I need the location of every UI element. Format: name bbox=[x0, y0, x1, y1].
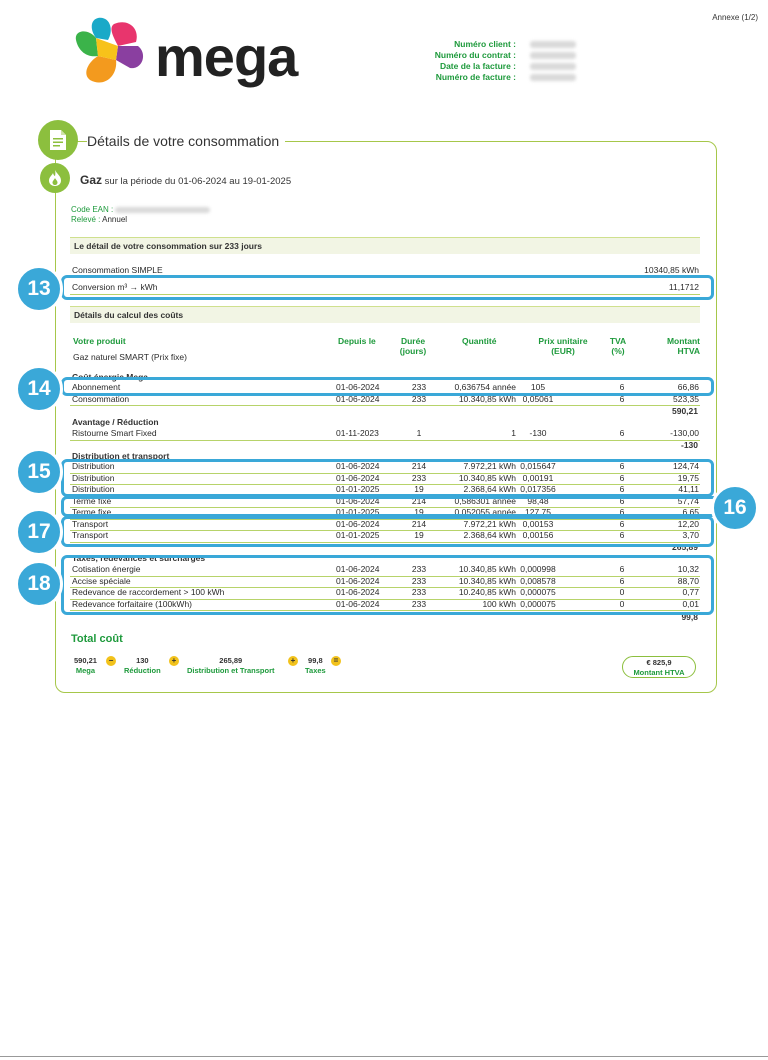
brand-name: mega bbox=[155, 25, 298, 88]
annotation-badge-13: 13 bbox=[15, 265, 63, 313]
row-label: Conversion m³ → kWh bbox=[72, 282, 158, 292]
ean-block bbox=[71, 205, 210, 225]
row-label: Transport bbox=[72, 530, 109, 540]
total-result bbox=[622, 656, 696, 678]
group-title: Avantage / Réduction bbox=[72, 417, 159, 427]
row-duration: 233 bbox=[411, 575, 427, 586]
invoice-meta-labels bbox=[400, 39, 516, 83]
costs-band: Détails du calcul des coûts bbox=[70, 306, 700, 323]
row-vat: 0 bbox=[619, 598, 625, 609]
row-value: 10340,85 kWh bbox=[644, 265, 699, 275]
row-label: Consommation SIMPLE bbox=[72, 265, 163, 275]
row-vat: 6 bbox=[619, 495, 625, 506]
total-item-label: Mega bbox=[75, 666, 96, 675]
row-since: 01-06-2024 bbox=[336, 461, 380, 471]
highlight-box-18 bbox=[61, 555, 714, 615]
highlight-box-16 bbox=[61, 496, 726, 517]
group-subtotal: -130 bbox=[680, 440, 698, 450]
annotation-badge-15: 15 bbox=[15, 448, 63, 496]
row-since: 01-06-2024 bbox=[336, 598, 380, 609]
row-duration: 233 bbox=[411, 382, 427, 392]
row-unit-price: 98,48 bbox=[527, 495, 549, 506]
row-amount: 12,20 bbox=[677, 518, 699, 529]
total-item-label: Distribution et Transport bbox=[187, 666, 275, 675]
row-quantity: 10.340,85 kWh bbox=[458, 393, 516, 404]
row-vat: 6 bbox=[619, 564, 625, 574]
document-icon bbox=[38, 120, 78, 160]
row-label: Consommation bbox=[72, 393, 130, 404]
col-product: Votre produit bbox=[73, 336, 126, 346]
row-unit-price: 0,05061 bbox=[522, 393, 554, 404]
row-since: 01-06-2024 bbox=[336, 393, 380, 404]
cost-row bbox=[70, 428, 700, 441]
row-quantity: 10.240,85 kWh bbox=[458, 587, 516, 597]
total-result-value: € 825,9 bbox=[646, 658, 672, 667]
highlight-box-13 bbox=[61, 275, 714, 300]
group-title: Distribution et transport bbox=[72, 451, 170, 461]
row-amount: 0,77 bbox=[682, 587, 699, 597]
row-unit-price: 0,000075 bbox=[520, 587, 556, 597]
total-item-value: 265,89 bbox=[219, 656, 243, 665]
row-label: Distribution bbox=[72, 461, 115, 471]
row-quantity: 10.340,85 kWh bbox=[458, 564, 516, 574]
row-label: Terme fixe bbox=[72, 495, 112, 506]
annotation-badge-14: 14 bbox=[15, 365, 63, 413]
row-duration: 233 bbox=[411, 598, 427, 609]
col-amount-line: Montant bbox=[666, 336, 700, 346]
row-since: 01-06-2024 bbox=[336, 564, 380, 574]
row-amount: 523,35 bbox=[673, 393, 699, 404]
highlight-box-14 bbox=[61, 377, 714, 396]
total-item-mega bbox=[74, 656, 97, 676]
col-unit-price-line: (EUR) bbox=[551, 345, 575, 356]
row-since: 01-06-2024 bbox=[336, 575, 380, 586]
col-vat-line: (%) bbox=[611, 345, 625, 356]
row-label: Distribution bbox=[72, 484, 115, 494]
consumption-band: Le détail de votre consommation sur 233 jours bbox=[70, 237, 700, 254]
flame-icon bbox=[40, 163, 70, 193]
row-vat: 6 bbox=[619, 575, 625, 586]
row-unit-price: 0,000075 bbox=[520, 598, 556, 609]
row-since: 01-06-2024 bbox=[336, 472, 380, 483]
equals-operator: = bbox=[331, 656, 341, 666]
row-vat: 6 bbox=[619, 507, 625, 517]
row-unit-price: 127,75 bbox=[525, 507, 551, 517]
row-vat: 6 bbox=[619, 518, 625, 529]
row-quantity: 7.972,21 kWh bbox=[463, 461, 516, 471]
gas-word: Gaz bbox=[80, 173, 103, 187]
row-unit-price: 0,017356 bbox=[520, 484, 556, 494]
col-since: Depuis le bbox=[338, 336, 376, 346]
row-vat: 6 bbox=[619, 530, 625, 540]
row-label: Redevance de raccordement > 100 kWh bbox=[72, 587, 225, 597]
group-title: Coût énergie Mega bbox=[72, 372, 149, 382]
row-since: 01-01-2025 bbox=[336, 484, 380, 494]
footer-divider bbox=[0, 1056, 768, 1057]
meta-label: Numéro du contrat : bbox=[434, 50, 516, 60]
row-label: Redevance forfaitaire (100kWh) bbox=[72, 598, 193, 609]
meta-label: Date de la facture : bbox=[439, 61, 516, 71]
annotation-badge-18: 18 bbox=[15, 560, 63, 608]
annotation-badge-17: 17 bbox=[15, 508, 63, 556]
col-duration bbox=[396, 337, 430, 356]
row-duration: 1 bbox=[416, 428, 422, 438]
col-vat-line: TVA bbox=[609, 336, 627, 346]
total-item-value: 99,8 bbox=[308, 656, 323, 665]
product-name: Gaz naturel SMART (Prix fixe) bbox=[73, 352, 187, 362]
row-vat: 0 bbox=[619, 587, 625, 597]
row-duration: 19 bbox=[414, 530, 424, 540]
row-duration: 233 bbox=[411, 564, 427, 574]
meta-label: Numéro client : bbox=[454, 39, 516, 49]
row-amount: 88,70 bbox=[677, 575, 699, 586]
ean-redacted bbox=[115, 207, 210, 213]
col-vat bbox=[606, 337, 630, 356]
total-item-taxes bbox=[305, 656, 326, 676]
row-since: 01-06-2024 bbox=[336, 495, 380, 506]
row-duration: 214 bbox=[411, 461, 427, 471]
group-title: Taxes, redevances et surcharges bbox=[72, 553, 206, 563]
row-duration: 233 bbox=[411, 393, 427, 404]
row-vat: 6 bbox=[619, 472, 625, 483]
row-quantity: 10.340,85 kWh bbox=[458, 575, 516, 586]
col-duration-line: (jours) bbox=[399, 345, 427, 356]
row-label: Abonnement bbox=[72, 382, 121, 392]
col-duration-line: Durée bbox=[400, 336, 426, 346]
row-amount: 124,74 bbox=[673, 461, 699, 471]
row-label: Ristourne Smart Fixed bbox=[72, 428, 157, 438]
annotation-badge-16: 16 bbox=[711, 484, 759, 532]
annexe-label: Annexe (1/2) bbox=[712, 13, 758, 22]
releve-label: Relevé : bbox=[71, 215, 101, 224]
row-since: 01-11-2023 bbox=[336, 428, 379, 438]
row-duration: 19 bbox=[414, 507, 424, 517]
row-since: 01-01-2025 bbox=[336, 507, 380, 517]
row-value: 11,1712 bbox=[668, 282, 699, 292]
row-vat: 6 bbox=[619, 484, 625, 494]
row-vat: 6 bbox=[619, 461, 625, 471]
row-unit-price: 0,008578 bbox=[520, 575, 556, 586]
group-subtotal: 265,89 bbox=[672, 542, 698, 552]
row-quantity: 100 kWh bbox=[482, 598, 516, 609]
row-unit-price: 0,00156 bbox=[522, 530, 554, 540]
total-title: Total coût bbox=[71, 633, 123, 645]
gas-period: sur la période du 01-06-2024 au 19-01-2025 bbox=[104, 176, 292, 187]
row-unit-price: 0,00191 bbox=[522, 472, 554, 483]
row-vat: 6 bbox=[619, 382, 625, 392]
minus-operator: − bbox=[106, 656, 116, 666]
row-amount: 0,01 bbox=[682, 598, 699, 609]
row-label: Transport bbox=[72, 518, 109, 529]
row-amount: 66,86 bbox=[677, 382, 699, 392]
row-amount: 41,11 bbox=[678, 484, 699, 494]
group-subtotal: 99,8 bbox=[681, 612, 698, 622]
row-duration: 233 bbox=[411, 472, 427, 483]
row-unit-price: 0,00153 bbox=[522, 518, 554, 529]
row-label: Terme fixe bbox=[72, 507, 112, 517]
row-quantity: 2.368,64 kWh bbox=[463, 530, 516, 540]
total-result-label: Montant HTVA bbox=[633, 668, 685, 677]
col-unit-price bbox=[533, 337, 593, 356]
plus-operator: + bbox=[288, 656, 298, 666]
row-quantity: 0,586301 année bbox=[454, 495, 516, 506]
total-item-distribution bbox=[187, 656, 275, 676]
section-title: Détails de votre consommation bbox=[87, 133, 285, 149]
row-since: 01-06-2024 bbox=[336, 382, 380, 392]
row-duration: 233 bbox=[411, 587, 427, 597]
total-item-value: 130 bbox=[136, 656, 149, 665]
highlight-box-15 bbox=[61, 459, 714, 497]
total-item-label: Taxes bbox=[305, 666, 326, 675]
row-label: Accise spéciale bbox=[72, 575, 131, 586]
row-vat: 6 bbox=[619, 393, 625, 404]
plus-operator: + bbox=[169, 656, 179, 666]
row-amount: 3,70 bbox=[682, 530, 699, 540]
row-unit-price: 0,015647 bbox=[520, 461, 556, 471]
ean-label: Code EAN : bbox=[71, 205, 114, 214]
highlight-box-17 bbox=[61, 516, 714, 547]
row-since: 01-06-2024 bbox=[336, 518, 380, 529]
row-quantity: 2.368,64 kWh bbox=[463, 484, 516, 494]
row-since: 01-01-2025 bbox=[336, 530, 380, 540]
row-quantity: 7.972,21 kWh bbox=[463, 518, 516, 529]
mega-logo-icon bbox=[70, 16, 148, 88]
row-quantity: 0,052055 année bbox=[454, 507, 516, 517]
meta-label: Numéro de facture : bbox=[435, 72, 516, 82]
row-duration: 214 bbox=[411, 518, 427, 529]
total-item-value: 590,21 bbox=[74, 656, 97, 665]
col-unit-price-line: Prix unitaire bbox=[538, 336, 588, 346]
row-vat: 6 bbox=[619, 428, 625, 438]
row-unit-price: 105 bbox=[530, 382, 546, 392]
row-amount: -130,00 bbox=[670, 428, 699, 438]
col-amount bbox=[656, 337, 700, 356]
row-label: Cotisation énergie bbox=[72, 564, 141, 574]
total-item-reduction bbox=[124, 656, 161, 676]
total-item-label: Réduction bbox=[124, 666, 161, 675]
row-amount: 10,32 bbox=[677, 564, 699, 574]
row-quantity: 1 bbox=[511, 428, 516, 438]
row-quantity: 0,636754 année bbox=[454, 382, 516, 392]
row-label: Distribution bbox=[72, 472, 115, 483]
row-unit-price: -130 bbox=[529, 428, 547, 438]
col-quantity: Quantité bbox=[462, 336, 497, 346]
row-quantity: 10.340,85 kWh bbox=[458, 472, 516, 483]
row-since: 01-06-2024 bbox=[336, 587, 380, 597]
invoice-meta-values-redacted bbox=[530, 39, 576, 85]
row-amount: 57,74 bbox=[677, 495, 699, 506]
row-duration: 19 bbox=[414, 484, 424, 494]
col-amount-line: HTVA bbox=[677, 345, 700, 356]
group-subtotal: 590,21 bbox=[672, 406, 698, 416]
row-amount: 19,75 bbox=[677, 472, 699, 483]
row-amount: 6,65 bbox=[682, 507, 699, 517]
row-unit-price: 0,000998 bbox=[520, 564, 556, 574]
releve-value: Annuel bbox=[102, 215, 128, 224]
row-duration: 214 bbox=[411, 495, 427, 506]
gas-period-title bbox=[80, 173, 291, 187]
